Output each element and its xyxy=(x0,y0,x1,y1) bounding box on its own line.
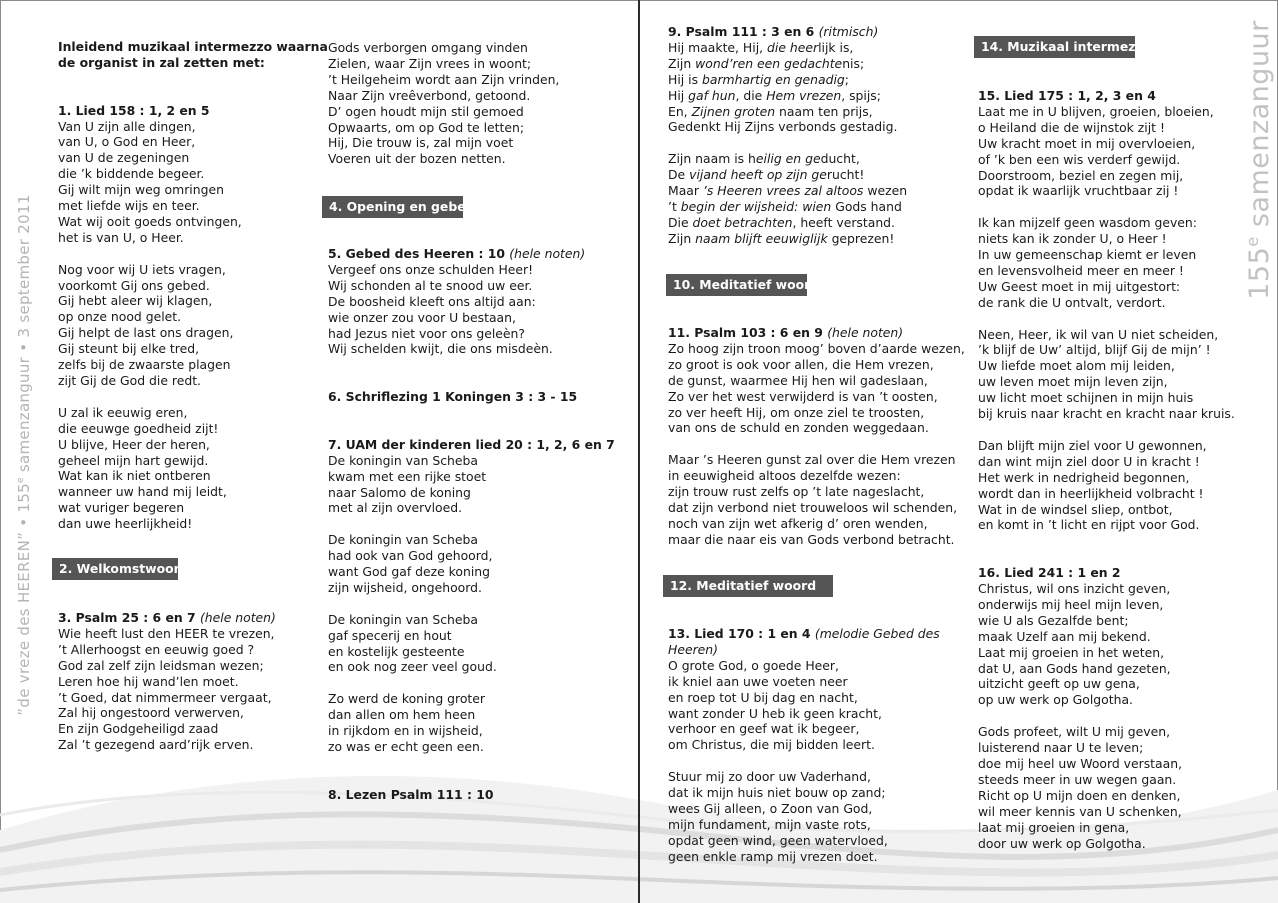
verse-line: het is van U, o Heer. xyxy=(58,229,184,245)
verse-line: geen enkle ramp mij vrezen doet. xyxy=(668,848,878,864)
verse-line: wat vuriger begeren xyxy=(58,500,185,516)
verse-line: of ’k ben een wis verderf gewijd. xyxy=(978,151,1181,167)
verse-line: op uw werk op Golgotha. xyxy=(978,692,1133,708)
verse-line: Zijn naam blijft eeuwiglijk geprezen! xyxy=(668,230,895,246)
verse-line: gaf specerij en hout xyxy=(328,627,452,643)
verse-line: De vijand heeft op zijn gerucht! xyxy=(668,167,865,183)
verse-line: en komt in ’t licht en rijpt voor God. xyxy=(978,517,1200,533)
verse-line: Leren hoe hij wand’len moet. xyxy=(58,673,239,689)
verse-line: dat zijn verbond niet trouweloos wil schenden, xyxy=(668,499,958,515)
verse-line: D’ ogen houdt mijn stil gemoed xyxy=(328,103,524,119)
verse-line: dan uwe heerlijkheid! xyxy=(58,516,193,532)
verse-line: Zo hoog zijn troon moog’ boven d’aarde wezen, xyxy=(668,340,965,356)
verse-line: die eeuwge goedheid zijt! xyxy=(58,420,219,436)
verse-line: Zielen, waar Zijn vrees in woont; xyxy=(328,55,532,71)
verse-line: Zijn wond’ren een gedachtenis; xyxy=(668,55,865,71)
verse-line: opdat ik waarlijk vruchtbaar zij ! xyxy=(978,183,1179,199)
verse-line: En zijn Godgeheiligd zaad xyxy=(58,721,219,737)
verse-line: mijn fundament, mijn vaste rots, xyxy=(668,816,871,832)
verse-line: zijt Gij de God die redt. xyxy=(58,372,202,388)
verse-line: zo ver heeft Hij, om onze ziel te troosten, xyxy=(668,404,925,420)
verse-line: O grote God, o goede Heer, xyxy=(668,657,839,673)
verse-line: uitzicht geeft op uw gena, xyxy=(978,676,1140,692)
section-band-label: 2. Welkomstwoord xyxy=(52,558,178,580)
column-3-lower xyxy=(668,626,940,865)
verse-line: de rank die U ontvalt, verdort. xyxy=(978,294,1166,310)
verse xyxy=(58,119,328,246)
verse-line: Laat mij groeien in het weten, xyxy=(978,644,1165,660)
song-heading: 3. Psalm 25 : 6 en 7 (hele noten) xyxy=(58,610,276,625)
intro-line: Inleidend muzikaal intermezzo waarna xyxy=(58,39,328,54)
verse-line: Hij is barmhartig en genadig; xyxy=(668,71,849,87)
verse-line: dat U, aan Gods hand gezeten, xyxy=(978,660,1171,676)
side-caption-right: 155e samenzanguur xyxy=(1243,20,1275,300)
verse-line: op onze nood gelet. xyxy=(58,309,182,325)
verse-line: doe mij heel uw Woord verstaan, xyxy=(978,755,1183,771)
section-band xyxy=(322,196,475,218)
verse-line: dat ik mijn huis niet bouw op zand; xyxy=(668,785,886,801)
verse-line: zo groot is ook voor allen, die Hem vrezen, xyxy=(668,356,934,372)
verse-line: van ons de schuld en zonden weggedaan. xyxy=(668,420,929,436)
verse-line: wordt dan in heerlijkheid volbracht ! xyxy=(978,485,1204,501)
verse-line: want zonder U heb ik geen kracht, xyxy=(668,705,882,721)
section-band xyxy=(663,575,833,597)
verse-line: Naar Zijn vreêverbond, getoond. xyxy=(328,87,531,103)
verse-line: en kostelijk gesteente xyxy=(328,643,465,659)
song-heading: 11. Psalm 103 : 6 en 9 (hele noten) xyxy=(668,325,904,340)
section-band-label: 12. Meditatief woord xyxy=(663,575,833,597)
verse-line: ’t Allerhoogst en eeuwig goed ? xyxy=(58,641,255,657)
verse-line: geheel mijn hart gewijd. xyxy=(58,452,209,468)
verse-line: van U, o God en Heer, xyxy=(58,134,196,150)
verse-line: Wat in de windsel sliep, ontbot, xyxy=(978,501,1173,517)
verse-line: om Christus, die mij bidden leert. xyxy=(668,737,875,753)
verse-line: zijn wijsheid, ongehoord. xyxy=(328,579,482,595)
verse-line: zijn trouw rust zelfs op ’t late nageslacht, xyxy=(668,484,925,500)
section-band xyxy=(974,36,1152,58)
verse-line: Dan blijft mijn ziel voor U gewonnen, xyxy=(978,437,1207,453)
center-fold xyxy=(638,0,640,903)
reading-heading: 8. Lezen Psalm 111 : 10 xyxy=(328,786,494,802)
verse-line: steeds meer in uw wegen gaan. xyxy=(978,771,1177,787)
verse-line: Wat kan ik niet ontberen xyxy=(58,468,211,484)
song-heading: 9. Psalm 111 : 3 en 6 (ritmisch) xyxy=(668,24,879,39)
verse-line: Zijn naam is heilig en geducht, xyxy=(668,151,860,167)
section-band xyxy=(666,274,820,296)
verse-line: Wat wij ooit goeds ontvingen, xyxy=(58,213,242,229)
verse-line: Nog voor wij U iets vragen, xyxy=(58,261,226,277)
song-heading: 7. UAM der kinderen lied 20 : 1, 2, 6 en 7 xyxy=(328,436,615,452)
verse-line: ik kniel aan uwe voeten neer xyxy=(668,673,848,689)
verse-line: onderwijs mij heel mijn leven, xyxy=(978,596,1164,612)
verse-line: Uw Geest moet in mij uitgestort: xyxy=(978,278,1181,294)
verse-line: Maar ’s Heeren gunst zal over die Hem vrezen xyxy=(668,452,956,468)
verse-line: Gij steunt bij elke tred, xyxy=(58,341,200,357)
verse xyxy=(58,262,328,389)
verse-line: ’t Heilgeheim wordt aan Zijn vrinden, xyxy=(328,71,560,87)
verse-line: zo was er echt geen een. xyxy=(328,738,484,754)
column-2-lower xyxy=(328,246,615,803)
verse-line: Ik kan mijzelf geen wasdom geven: xyxy=(978,215,1197,231)
verse-line: in eeuwigheid altoos dezelfde wezen: xyxy=(668,468,901,484)
verse-line: De koningin van Scheba xyxy=(328,452,478,468)
verse-line: kwam met een rijke stoet xyxy=(328,468,487,484)
verse-line: had Jezus niet voor ons geleèn? xyxy=(328,325,525,341)
intro-line: de organist in zal zetten met: xyxy=(58,54,265,70)
side-caption-left: ”de vreze des HEEREN” • 155e samenzanguur • 3 september 2011 xyxy=(15,194,33,716)
verse-line: maak Uzelf aan mij bekend. xyxy=(978,628,1151,644)
verse-line: ’k blijf de Uw’ altijd, blijf Gij de mijn’ ! xyxy=(978,342,1211,358)
verse-line: voorkomt Gij ons gebed. xyxy=(58,277,210,293)
verse-line: God zal zelf zijn leidsman wezen; xyxy=(58,657,264,673)
verse-line: Laat me in U blijven, groeien, bloeien, xyxy=(978,103,1214,119)
verse-line: Christus, wil ons inzicht geven, xyxy=(978,581,1171,597)
verse-line: zelfs bij de zwaarste plagen xyxy=(58,357,231,373)
verse-line: Het werk in nedrigheid begonnen, xyxy=(978,469,1190,485)
verse-line: met liefde wijs en teer. xyxy=(58,198,200,214)
verse xyxy=(58,626,276,753)
verse-line: Gedenkt Hij Zijns verbonds gestadig. xyxy=(668,119,898,135)
verse-line: Gij hebt aleer wij klagen, xyxy=(58,293,213,309)
verse-line: de gunst, waarmee Hij hen wil gadeslaan, xyxy=(668,372,928,388)
verse-line: ’t Goed, dat nimmermeer vergaat, xyxy=(58,689,272,705)
column-2 xyxy=(328,40,559,167)
verse-line: De boosheid kleeft ons altijd aan: xyxy=(328,293,536,309)
song-heading: 13. Lied 170 : 1 en 4 (melodie Gebed des xyxy=(668,626,940,641)
verse-line: wie onzer zou voor U bestaan, xyxy=(328,309,516,325)
verse-line: dan wint mijn ziel door U in kracht ! xyxy=(978,453,1200,469)
verse-line: Hij maakte, Hij, die heerlijk is, xyxy=(668,39,854,55)
verse-line: In uw gemeenschap kiemt er leven xyxy=(978,247,1197,263)
section-band-label: 10. Meditatief woord xyxy=(666,274,807,296)
verse-line: Gij wilt mijn weg omringen xyxy=(58,182,224,198)
column-3 xyxy=(668,24,907,247)
section-band-label: 4. Opening en gebed xyxy=(322,196,463,218)
verse-line: en ook nog zeer veel goud. xyxy=(328,659,497,675)
verse-line: Neen, Heer, ik wil van U niet scheiden, xyxy=(978,326,1219,342)
verse-line: naar Salomo de koning xyxy=(328,484,471,500)
verse-line: Uw kracht moet in mij overvloeien, xyxy=(978,135,1196,151)
verse-line: want God gaf deze koning xyxy=(328,564,491,580)
verse-line: Hij gaf hun, die Hem vrezen, spijs; xyxy=(668,87,881,103)
verse-line: luisterend naar U te leven; xyxy=(978,740,1144,756)
verse-line: Vergeef ons onze schulden Heer! xyxy=(328,261,534,277)
verse-line: Wij schelden kwijt, die ons misdeèn. xyxy=(328,341,553,357)
verse-line: uw leven moet mijn leven zijn, xyxy=(978,374,1168,390)
verse-line: Gods verborgen omgang vinden xyxy=(328,40,528,55)
verse-line: wanneer uw hand mij leidt, xyxy=(58,484,227,500)
verse-line: U zal ik eeuwig eren, xyxy=(58,404,188,420)
column-3-middle xyxy=(668,325,965,548)
verse-line: Voeren uit der bozen netten. xyxy=(328,151,506,167)
verse-line: Uw liefde moet alom mij leiden, xyxy=(978,358,1175,374)
song-heading: 16. Lied 241 : 1 en 2 xyxy=(978,565,1121,581)
verse-line: Hij, Die trouw is, zal mijn voet xyxy=(328,135,514,151)
verse-line: dan allen om hem heen xyxy=(328,707,476,723)
verse-line: U blijve, Heer der heren, xyxy=(58,436,210,452)
column-4 xyxy=(978,88,1235,851)
section-band-label: 14. Muzikaal intermezzo xyxy=(974,36,1135,58)
verse-line: Zal hij ongestoord verwerven, xyxy=(58,705,244,721)
verse-line: had ook van God gehoord, xyxy=(328,548,493,564)
verse-line: En, Zijnen groten naam ten prijs, xyxy=(668,103,873,119)
verse xyxy=(58,405,328,532)
verse-line: en levensvolheid meer en meer ! xyxy=(978,262,1184,278)
verse-line: wees Gij alleen, o Zoon van God, xyxy=(668,800,873,816)
verse-line: noch van zijn wet afkerig d’ oren wenden, xyxy=(668,515,928,531)
verse-line: Richt op U mijn doen en denken, xyxy=(978,787,1181,803)
verse-line: Wie heeft lust den HEER te vrezen, xyxy=(58,625,275,641)
verse-line: Zo werd de koning groter xyxy=(328,691,485,707)
verse-line: Zo ver het west verwijderd is van ’t oosten, xyxy=(668,388,938,404)
column-1-lower xyxy=(58,610,276,753)
song-heading: 1. Lied 158 : 1, 2 en 5 xyxy=(58,102,210,118)
verse-line: niets kan ik zonder U, o Heer ! xyxy=(978,231,1167,247)
verse-line: Gods profeet, wilt U mij geven, xyxy=(978,724,1171,740)
verse-line: die ’k biddende begeer. xyxy=(58,166,205,182)
verse-line: Gij helpt de last ons dragen, xyxy=(58,325,234,341)
verse-line: uw licht moet schijnen in mijn huis xyxy=(978,390,1194,406)
song-heading: 15. Lied 175 : 1, 2, 3 en 4 xyxy=(978,88,1156,103)
verse-line: Opwaarts, om op God te letten; xyxy=(328,119,525,135)
verse-line: wil meer kennis van U schenken, xyxy=(978,803,1182,819)
verse-line: o Heiland die de wijnstok zijt ! xyxy=(978,119,1165,135)
verse-line: Wij schonden al te snood uw eer. xyxy=(328,277,533,293)
verse-line: en roep tot U bij dag en nacht, xyxy=(668,689,858,705)
verse-line: Doorstroom, beziel en zegen mij, xyxy=(978,167,1184,183)
song-heading: 5. Gebed des Heeren : 10 (hele noten) xyxy=(328,246,586,261)
verse-line: De koningin van Scheba xyxy=(328,532,478,548)
verse-line: ’t begin der wijsheid: wien Gods hand xyxy=(668,198,902,214)
song-heading-cont: Heeren) xyxy=(668,641,718,657)
section-band xyxy=(52,558,189,580)
verse-line: van U de zegeningen xyxy=(58,150,190,166)
verse-line: laat mij groeien in gena, xyxy=(978,819,1130,835)
verse-line: verhoor en geef wat ik begeer, xyxy=(668,721,860,737)
verse-line: in rijkdom en in wijsheid, xyxy=(328,723,483,739)
verse-line: door uw werk op Golgotha. xyxy=(978,835,1146,851)
verse-line: bij kruis naar kracht en kracht naar kruis. xyxy=(978,406,1235,422)
verse-line: Van U zijn alle dingen, xyxy=(58,118,196,134)
column-1 xyxy=(58,39,328,532)
verse-line: met al zijn overvloed. xyxy=(328,500,463,516)
verse-line: De koningin van Scheba xyxy=(328,611,478,627)
reading-heading: 6. Schriflezing 1 Koningen 3 : 3 - 15 xyxy=(328,389,578,405)
verse-line: opdat geen wind, geen watervloed, xyxy=(668,832,888,848)
verse-line: Die doet betrachten, heeft verstand. xyxy=(668,214,895,230)
verse-line: Zal ’t gezegend aard’rijk erven. xyxy=(58,737,254,753)
verse-line: Stuur mij zo door uw Vaderhand, xyxy=(668,769,871,785)
verse-line: Maar ’s Heeren vrees zal altoos wezen xyxy=(668,183,908,199)
verse-line: maar die naar eis van Gods verbond betracht. xyxy=(668,531,955,547)
verse-line: wie U als Gezalfde bent; xyxy=(978,612,1129,628)
